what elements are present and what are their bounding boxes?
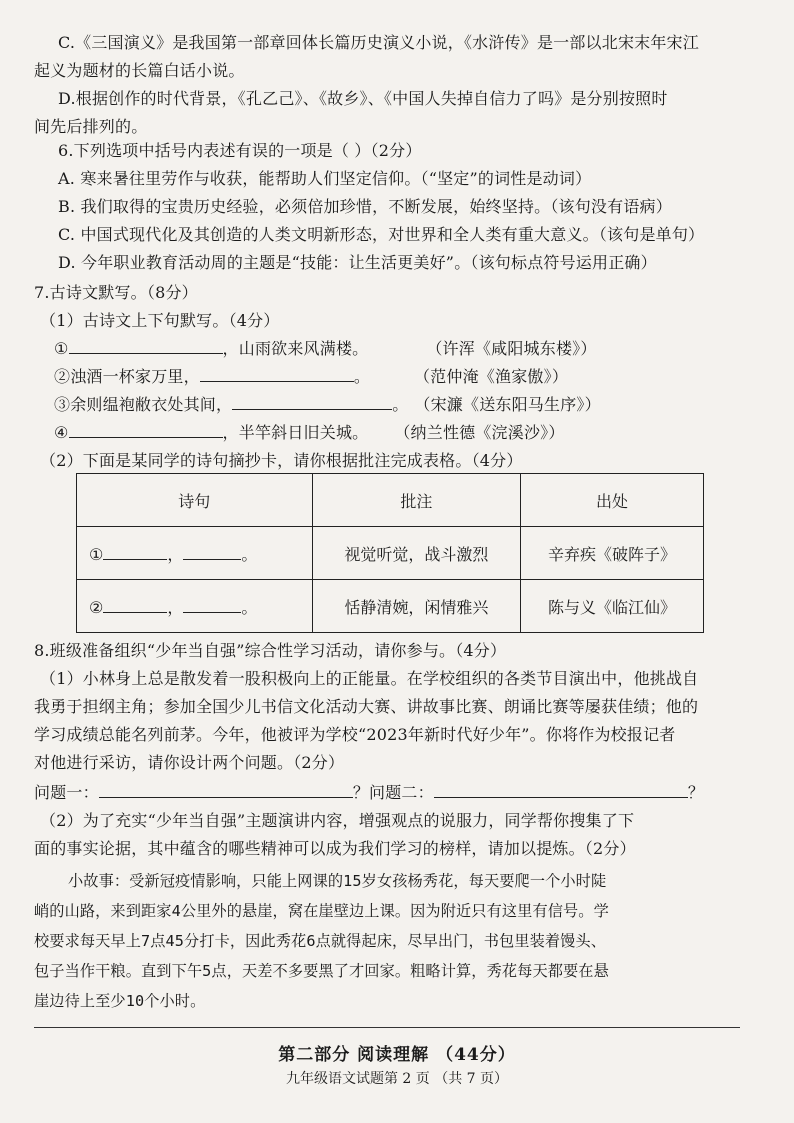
q8-part1-line4: 对他进行采访，请你设计两个问题。（2分） [34, 753, 345, 772]
story-line-2: 峭的山路，来到距家4公里外的悬崖，窝在崖壁边上课。因为附近只有这里有信号。学 [34, 902, 609, 920]
answer-blank[interactable] [183, 598, 241, 613]
section-divider [34, 1027, 740, 1028]
answer-blank[interactable] [183, 545, 241, 560]
q8-interview-questions: 问题一： ？问题二： ？ [34, 783, 705, 802]
table-cell-verse: ① ， 。 [77, 527, 313, 580]
story-line-4: 包子当作干粮。直到下午5点，天差不多要黑了才回家。粗略计算，秀花每天都要在悬 [34, 962, 609, 980]
table-row [77, 527, 704, 580]
q5-option-c-line2: 起义为题材的长篇白话小说。 [34, 61, 245, 80]
table-header-row [77, 474, 704, 527]
q8-part1-line2: 我勇于担纲主角；参加全国少儿书信文化活动大赛、讲故事比赛、朗诵比赛等屡获佳绩；他的 [34, 697, 699, 716]
table-cell-verse: ② ， 。 [77, 580, 313, 633]
story-line-3: 校要求每天早上7点45分打卡，因此秀花6点就得起床，尽早出门，书包里装着馒头、 [34, 932, 607, 950]
q6-option-a: A. 寒来暑往里劳作与收获，能帮助人们坚定信仰。（“坚定”的词性是动词） [58, 169, 592, 188]
table-cell-note: 恬静清婉，闲情雅兴 [312, 580, 521, 633]
table-header-note: 批注 [312, 474, 521, 527]
q8-stem: 8.班级准备组织“少年当自强”综合性学习活动，请你参与。（4分） [34, 641, 507, 660]
table-cell-source: 陈与义《临江仙》 [521, 580, 704, 633]
q5-option-c-line1: C.《三国演义》是我国第一部章回体长篇历史演义小说，《水浒传》是一部以北宋末年宋江 [58, 33, 699, 52]
q8-part1-line1: （1）小林身上总是散发着一股积极向上的正能量。在学校组织的各类节目演出中，他挑战自 [40, 669, 699, 688]
q5-option-d-line1: D.根据创作的时代背景，《孔乙己》、《故乡》、《中国人失掉自信力了吗》是分别按照时 [58, 89, 668, 108]
answer-blank[interactable] [103, 598, 167, 613]
table-header-verse: 诗句 [77, 474, 313, 527]
q8-part2-line1: （2）为了充实“少年当自强”主题演讲内容，增强观点的说服力，同学帮你搜集了下 [40, 811, 635, 830]
q7-part1: （1）古诗文上下句默写。（4分） [40, 311, 280, 330]
q6-option-d: D. 今年职业教育活动周的主题是“技能：让生活更美好”。（该句标点符号运用正确） [58, 253, 657, 272]
q8-part1-line3: 学习成绩总能名列前茅。今年，他被评为学校“2023年新时代好少年”。你将作为校报记者 [34, 725, 676, 744]
answer-blank[interactable] [200, 367, 354, 382]
answer-blank[interactable] [103, 545, 167, 560]
table-cell-source: 辛弃疾《破阵子》 [521, 527, 704, 580]
page-footer: 九年级语文试题第 2 页 （共 7 页） [285, 1071, 509, 1087]
q7-item-3: ③余则缊袍敝衣处其间， 。 （宋濂《送东阳马生序》） [54, 395, 601, 414]
answer-blank[interactable] [69, 339, 223, 354]
table-cell-note: 视觉听觉，战斗激烈 [312, 527, 521, 580]
q6-stem: 6.下列选项中括号内表述有误的一项是（ ）（2分） [58, 141, 422, 160]
question-two-blank[interactable] [434, 783, 688, 798]
story-line-1: 小故事：受新冠疫情影响，只能上网课的15岁女孩杨秀花，每天要爬一个小时陡 [68, 872, 607, 890]
q8-part2-line2: 面的事实论据，其中蕴含的哪些精神可以成为我们学习的榜样，请加以提炼。（2分） [34, 839, 636, 858]
story-line-5: 崖边待上至少10个小时。 [34, 992, 206, 1010]
q5-option-d-line2: 间先后排列的。 [34, 117, 148, 136]
question-one-blank[interactable] [99, 783, 353, 798]
table-row [77, 580, 704, 633]
q7-stem: 7.古诗文默写。（8分） [34, 283, 198, 302]
answer-blank[interactable] [69, 423, 223, 438]
q7-part2: （2）下面是某同学的诗句摘抄卡，请你根据批注完成表格。（4分） [40, 451, 523, 470]
answer-blank[interactable] [232, 395, 392, 410]
table-header-source: 出处 [521, 474, 704, 527]
q7-item-4: ④ ，半竿斜日旧关城。 （纳兰性德《浣溪沙》） [54, 423, 565, 442]
q7-item-1: ① ，山雨欲来风满楼。 （许浑《咸阳城东楼》） [54, 339, 597, 358]
section-title: 第二部分 阅读理解 （44分） [278, 1045, 516, 1065]
q7-item-2: ②浊酒一杯家万里， 。 （范仲淹《渔家傲》） [54, 367, 569, 386]
poem-table [76, 473, 704, 633]
q6-option-c: C. 中国式现代化及其创造的人类文明新形态，对世界和全人类有重大意义。（该句是单句） [58, 225, 705, 244]
q6-option-b: B. 我们取得的宝贵历史经验，必须倍加珍惜，不断发展，始终坚持。（该句没有语病） [58, 197, 672, 216]
